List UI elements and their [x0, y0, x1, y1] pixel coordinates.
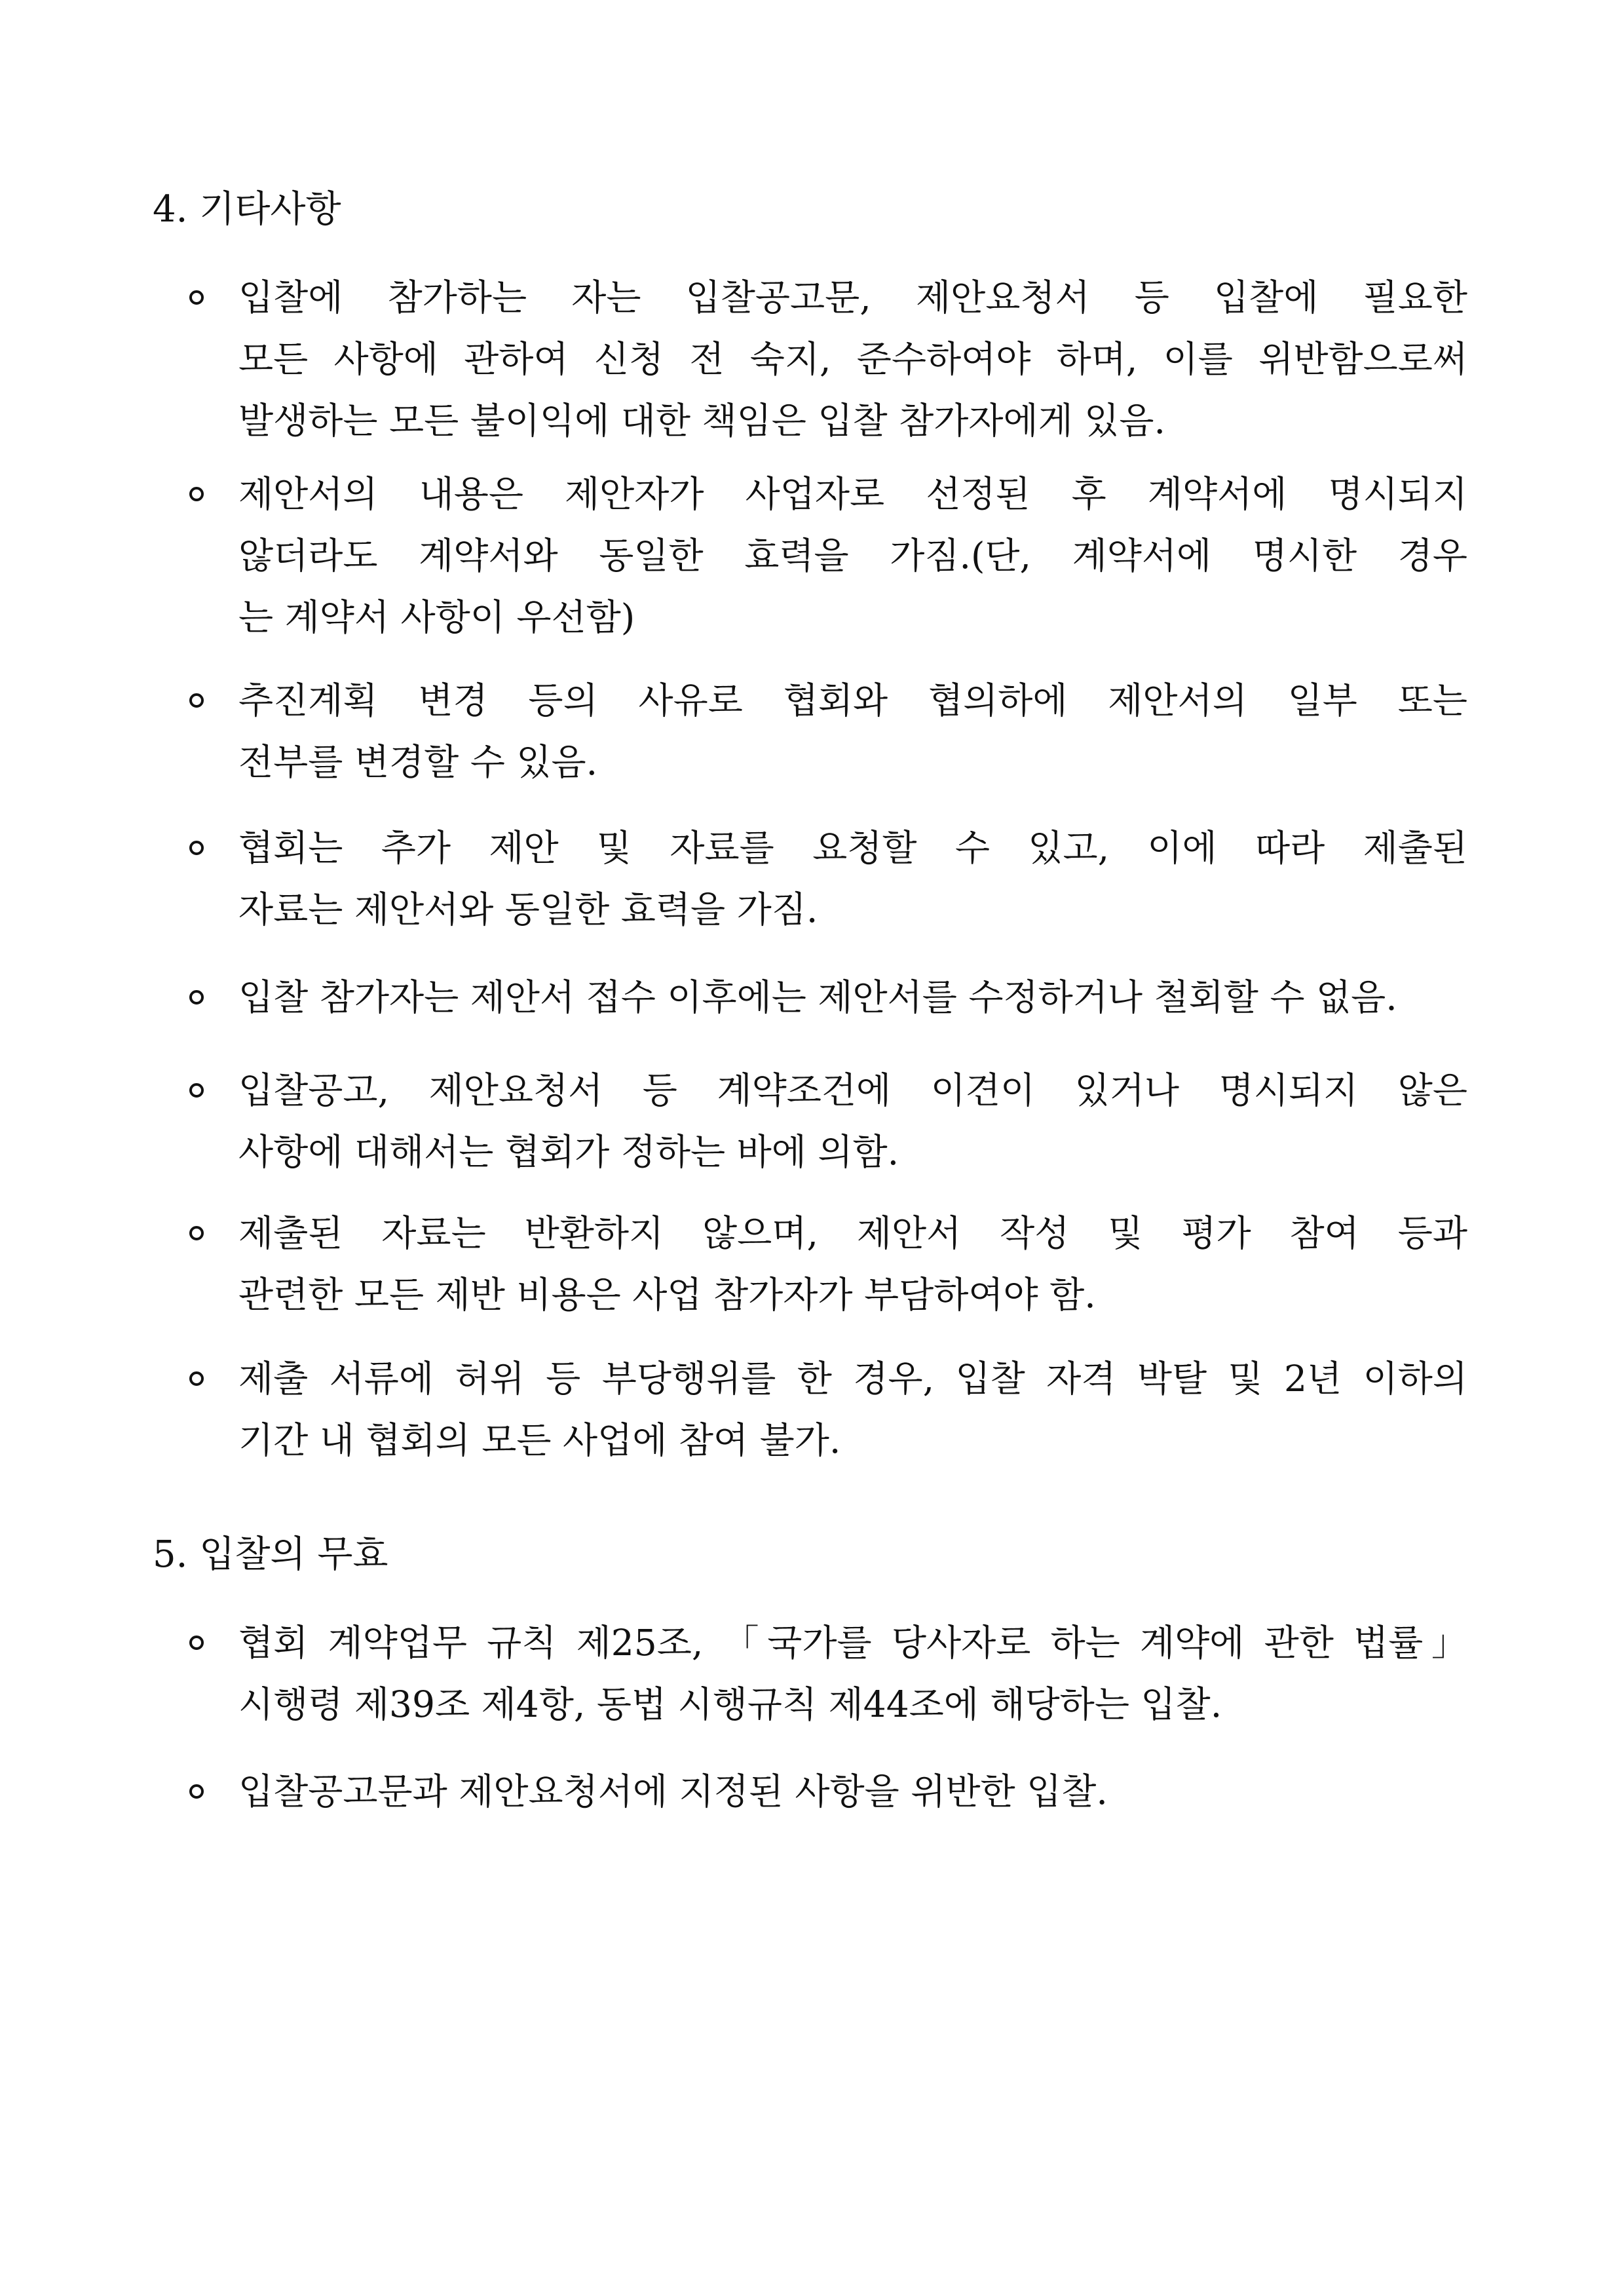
circle-bullet-icon: [183, 1065, 210, 1116]
circle-bullet-icon: [183, 972, 210, 1023]
circle-bullet-icon: [183, 1766, 210, 1817]
item-line: 제출 서류에 허위 등 부당행위를 한 경우, 입찰 자격 박탈 및 2년 이하의: [238, 1358, 1467, 1400]
item-text: [238, 817, 1467, 940]
circle-bullet-icon: [183, 1208, 210, 1259]
item-line: 자료는 제안서와 동일한 효력을 가짐.: [238, 889, 818, 930]
section-4-heading: 4. 기타사항: [153, 188, 341, 231]
item-line: 전부를 변경할 수 있음.: [238, 741, 598, 783]
item-line: 제안서의 내용은 제안자가 사업자로 선정된 후 계약서에 명시되지: [238, 473, 1467, 515]
item-text: [238, 1612, 1467, 1735]
item-line: 관련한 모든 제반 비용은 사업 참가자가 부담하여야 함.: [238, 1274, 1096, 1316]
item-line: 협회는 추가 제안 및 자료를 요청할 수 있고, 이에 따라 제출된: [238, 827, 1467, 869]
item-line: 는 계약서 사항이 우선함): [238, 596, 635, 638]
item-text: [238, 1348, 1467, 1471]
circle-bullet-icon: [183, 272, 210, 323]
item-line: 입찰공고, 제안요청서 등 계약조건에 이견이 있거나 명시되지 않은: [238, 1069, 1467, 1111]
item-line: 않더라도 계약서와 동일한 효력을 가짐.(단, 계약서에 명시한 경우: [238, 535, 1467, 577]
circle-bullet-icon: [183, 469, 210, 520]
item-line: 추진계획 변경 등의 사유로 협회와 협의하에 제안서의 일부 또는: [238, 679, 1467, 721]
item-line: 제출된 자료는 반환하지 않으며, 제안서 작성 및 평가 참여 등과: [238, 1212, 1467, 1254]
item-text: [238, 1060, 1467, 1183]
item-line: 기간 내 협회의 모든 사업에 참여 불가.: [238, 1419, 841, 1461]
item-line: 모든 사항에 관하여 신청 전 숙지, 준수하여야 하며, 이를 위반함으로써: [238, 338, 1467, 380]
item-text: [238, 267, 1467, 451]
item-line: 사항에 대해서는 협회가 정하는 바에 의함.: [238, 1131, 899, 1173]
section-5-heading: 5. 입찰의 무효: [153, 1533, 388, 1576]
item-text: [238, 670, 1467, 793]
item-text: [238, 1202, 1467, 1326]
item-line: 협회 계약업무 규칙 제25조, 「국가를 당사자로 하는 계약에 관한 법률」: [238, 1622, 1467, 1664]
item-line: 시행령 제39조 제4항, 동법 시행규칙 제44조에 해당하는 입찰.: [238, 1683, 1222, 1725]
item-line: 입찰 참가자는 제안서 접수 이후에는 제안서를 수정하거나 철회할 수 없음.: [238, 976, 1397, 1018]
item-line: 발생하는 모든 불이익에 대한 책임은 입찰 참가자에게 있음.: [238, 400, 1165, 442]
item-text: [238, 966, 1467, 1028]
circle-bullet-icon: [183, 1617, 210, 1668]
circle-bullet-icon: [183, 675, 210, 726]
item-line: 입찰에 참가하는 자는 입찰공고문, 제안요청서 등 입찰에 필요한: [238, 277, 1467, 318]
circle-bullet-icon: [183, 822, 210, 873]
item-text: [238, 1761, 1467, 1822]
item-line: 입찰공고문과 제안요청서에 지정된 사항을 위반한 입찰.: [238, 1770, 1108, 1812]
item-text: [238, 463, 1467, 648]
circle-bullet-icon: [183, 1353, 210, 1404]
